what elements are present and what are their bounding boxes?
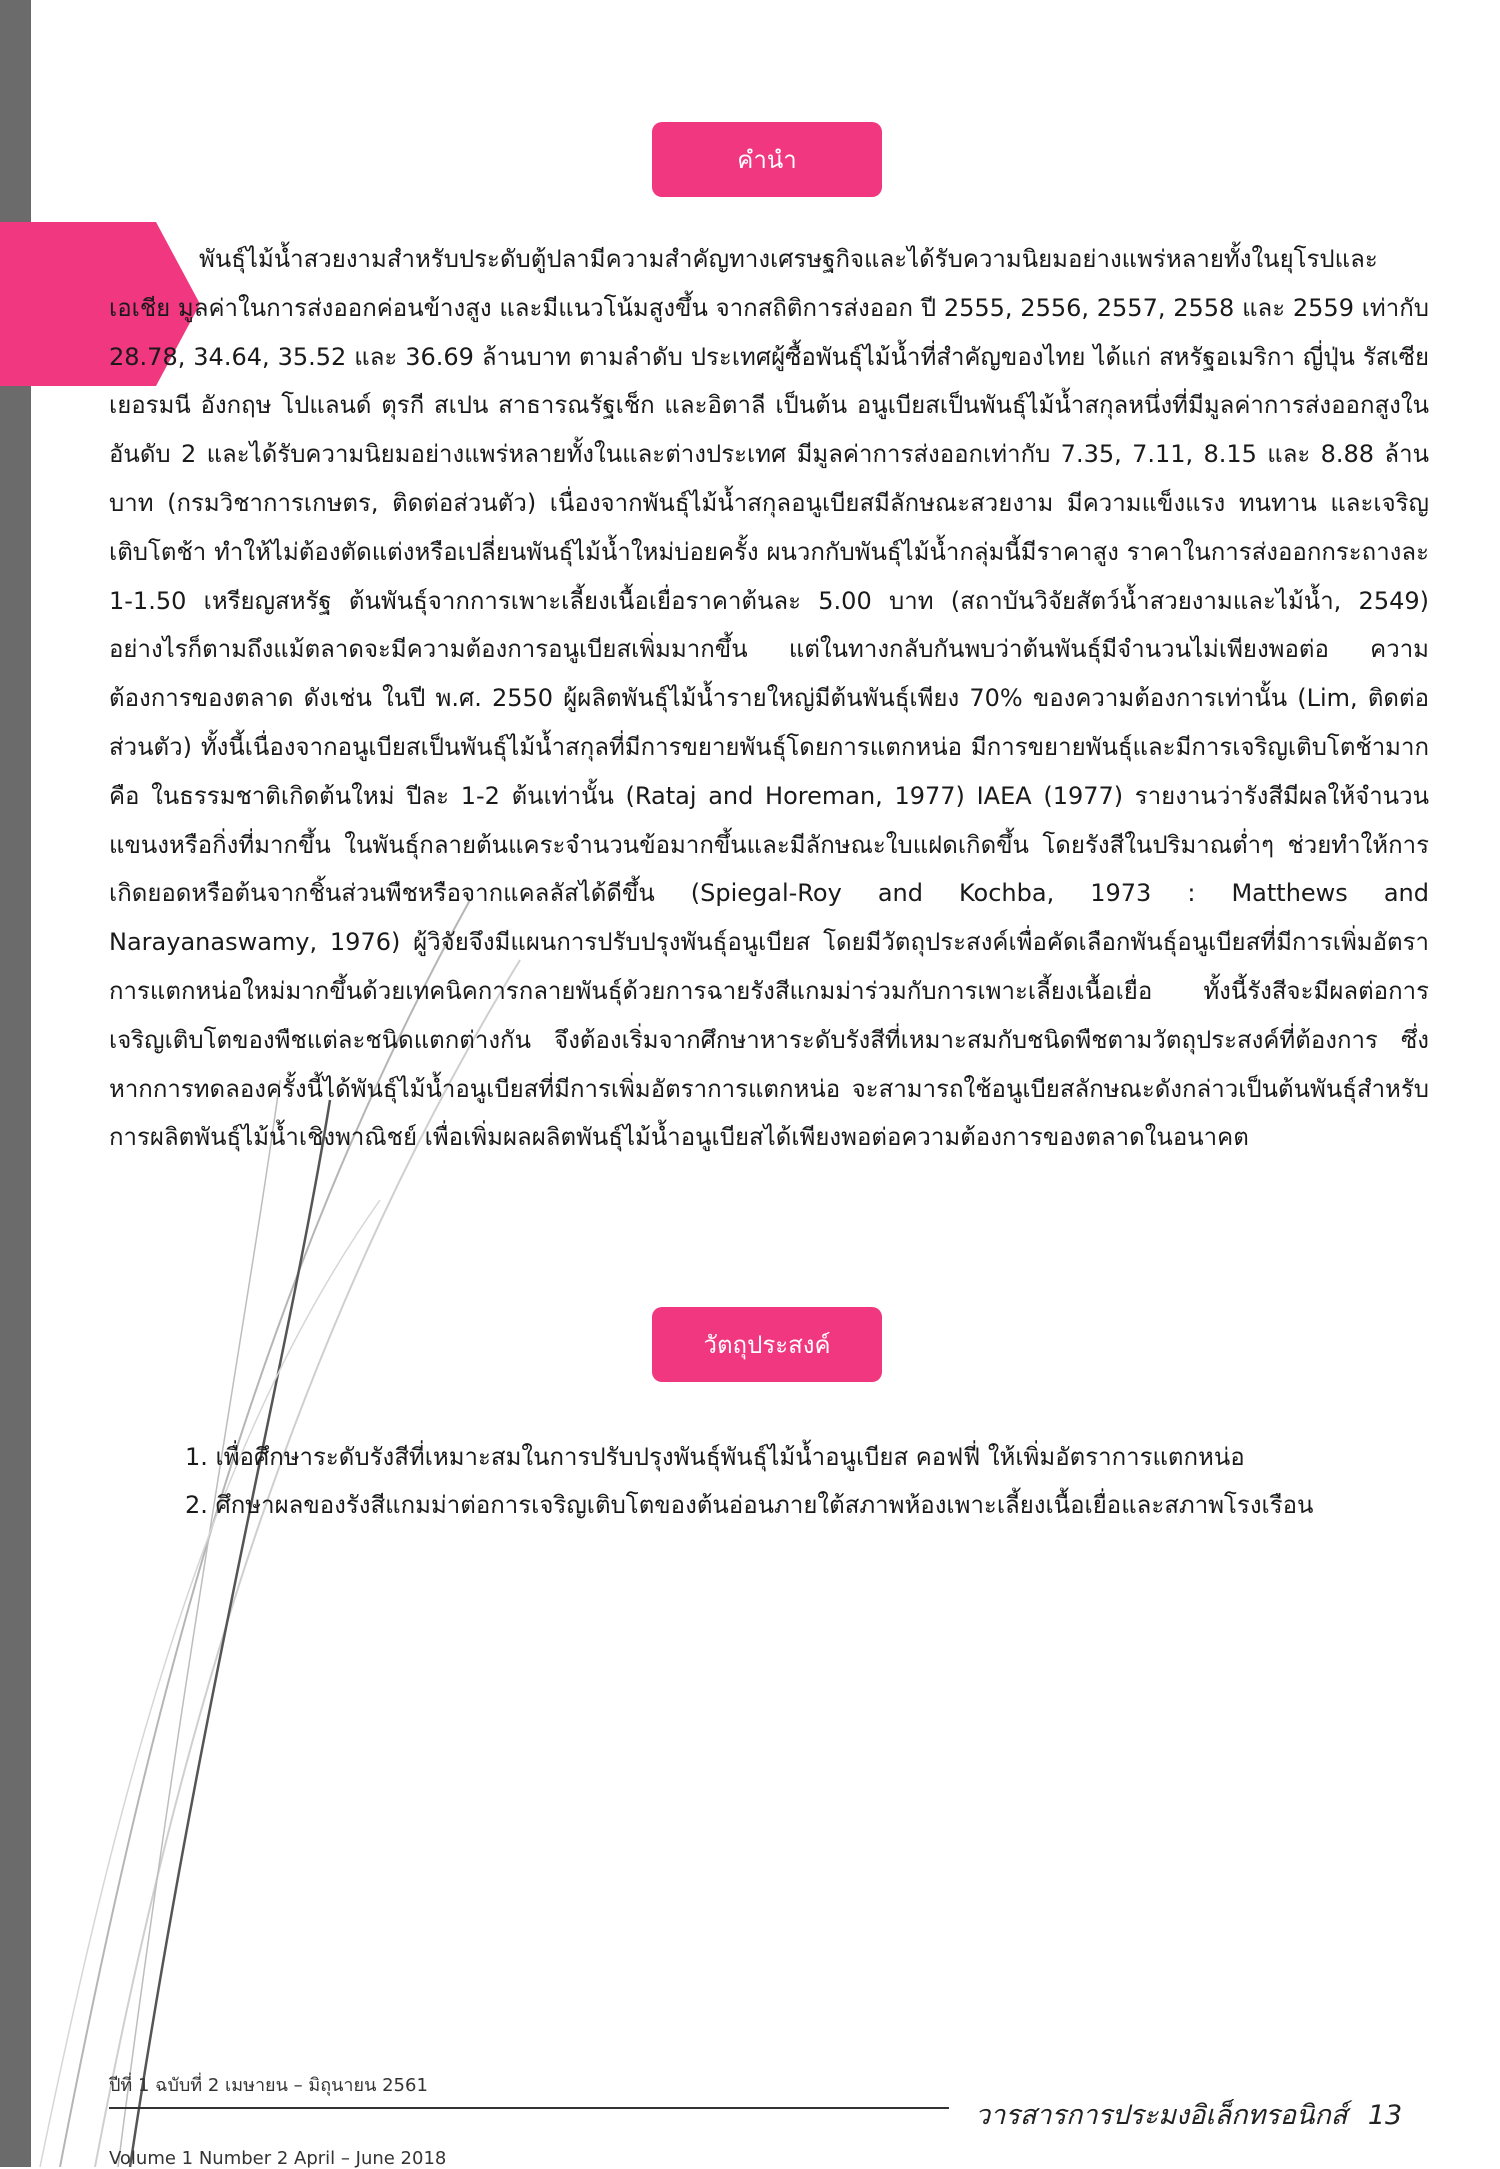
journal-title <box>975 2093 1402 2136</box>
objectives-list <box>185 1433 1425 1529</box>
objectives-heading: วัตถุประสงค์ <box>652 1307 882 1382</box>
footer-issue-english: Volume 1 Number 2 April – June 2018 <box>109 2148 447 2169</box>
intro-heading: คำนำ <box>652 122 882 197</box>
objective-item-2: 2. ศึกษาผลของรังสีแกมม่าต่อการเจริญเติบโตของต้นอ่อนภายใต้สภาพห้องเพาะเลี้ยงเนื้อเยื่อและสภาพโรงเรือน <box>185 1491 1314 1519</box>
intro-paragraph: พันธุ์ไม้น้ำสวยงามสำหรับประดับตู้ปลามีความสำคัญทางเศรษฐกิจและได้รับความนิยมอย่างแพร่หลายทั้งในยุโรปและเอเชีย มูลค่าในการส่งออกค่อนข้างสูง และมีแนวโน้มสูงขึ้น จากสถิติการส่งออก ปี 2555, 2556, 2557, 2558 และ 2559 เท่ากับ 28.78, 34.64, 35.52 และ 36.69 ล้านบาท ตามลำดับ ประเทศผู้ซื้อพันธุ์ไม้น้ำที่สำคัญของไทย ได้แก่ สหรัฐอเมริกา ญี่ปุ่น รัสเซีย เยอรมนี อังกฤษ โปแลนด์ ตุรกี สเปน สาธารณรัฐเช็ก และอิตาลี เป็นต้น อนูเบียสเป็นพันธุ์ไม้น้ำสกุลหนึ่งที่มีมูลค่าการส่งออกสูงในอันดับ 2 และได้รับความนิยมอย่างแพร่หลายทั้งในและต่างประเทศ มีมูลค่าการส่งออกเท่ากับ 7.35, 7.11, 8.15 และ 8.88 ล้านบาท (กรมวิชาการเกษตร, ติดต่อส่วนตัว) เนื่องจากพันธุ์ไม้น้ำสกุลอนูเบียสมีลักษณะสวยงาม มีความแข็งแรง ทนทาน และเจริญเติบโตช้า ทำให้ไม่ต้องตัดแต่งหรือเปลี่ยนพันธุ์ไม้น้ำใหม่บ่อยครั้ง ผนวกกับพันธุ์ไม้น้ำกลุ่มนี้มีราคาสูง ราคาในการส่งออกกระถางละ 1-1.50 เหรียญสหรัฐ ต้นพันธุ์จากการเพาะเลี้ยงเนื้อเยื่อราคาต้นละ 5.00 บาท (สถาบันวิจัยสัตว์น้ำสวยงามและไม้น้ำ, 2549) อย่างไรก็ตามถึงแม้ตลาดจะมีความต้องการอนูเบียสเพิ่มมากขึ้น แต่ในทางกลับกันพบว่าต้นพันธุ์มีจำนวนไม่เพียงพอต่อ ความต้องการของตลาด ดังเช่น ในปี พ.ศ. 2550 ผู้ผลิตพันธุ์ไม้น้ำรายใหญ่มีต้นพันธุ์เพียง 70% ของความต้องการเท่านั้น (Lim, ติดต่อส่วนตัว) ทั้งนี้เนื่องจากอนูเบียสเป็นพันธุ์ไม้น้ำสกุลที่มีการขยายพันธุ์โดยการแตกหน่อ มีการขยายพันธุ์และมีการเจริญเติบโตช้ามากคือ ในธรรมชาติเกิดต้นใหม่ ปีละ 1-2 ต้นเท่านั้น (Rataj and Horeman, 1977) IAEA (1977) รายงานว่ารังสีมีผลให้จำนวนแขนงหรือกิ่งที่มากขึ้น ในพันธุ์กลายต้นแคระจำนวนข้อมากขึ้นและมีลักษณะใบแฝดเกิดขึ้น โดยรังสีในปริมาณต่ำๆ ช่วยทำให้การเกิดยอดหรือต้นจากชิ้นส่วนพืชหรือจากแคลลัสได้ดีขึ้น (Spiegal-Roy and Kochba, 1973 : Matthews and Narayanaswamy, 1976) ผู้วิจัยจึงมีแผนการปรับปรุงพันธุ์อนูเบียส โดยมีวัตถุประสงค์เพื่อคัดเลือกพันธุ์อนูเบียสที่มีการเพิ่มอัตราการแตกหน่อใหม่มากขึ้นด้วยเทคนิคการกลายพันธุ์ด้วยการฉายรังสีแกมม่าร่วมกับการเพาะเลี้ยงเนื้อเยื่อ ทั้งนี้รังสีจะมีผลต่อการเจริญเติบโตของพืชแต่ละชนิดแตกต่างกัน จึงต้องเริ่มจากศึกษาหาระดับรังสีที่เหมาะสมกับชนิดพืชตามวัตถุประสงค์ที่ต้องการ ซึ่งหากการทดลองครั้งนี้ได้พันธุ์ไม้น้ำอนูเบียสที่มีการเพิ่มอัตราการแตกหน่อ จะสามารถใช้อนูเบียสลักษณะดังกล่าวเป็นต้นพันธุ์สำหรับการผลิตพันธุ์ไม้น้ำเชิงพาณิชย์ เพื่อเพิ่มผลผลิตพันธุ์ไม้น้ำอนูเบียสได้เพียงพอต่อความต้องการของตลาดในอนาคต <box>109 245 1429 1152</box>
footer-issue-thai: ปีที่ 1 ฉบับที่ 2 เมษายน – มิถุนายน 2561 <box>109 2075 428 2096</box>
footer-divider <box>109 2107 949 2109</box>
objective-item-1: 1. เพื่อศึกษาระดับรังสีที่เหมาะสมในการปรับปรุงพันธุ์พันธุ์ไม้น้ำอนูเบียส คอฟฟี่ ให้เพิ่มอัตราการแตกหน่อ <box>185 1443 1245 1471</box>
page-number: 13 <box>1367 2100 1403 2131</box>
journal-name: วารสารการประมงอิเล็กทรอนิกส์ <box>975 2100 1348 2131</box>
